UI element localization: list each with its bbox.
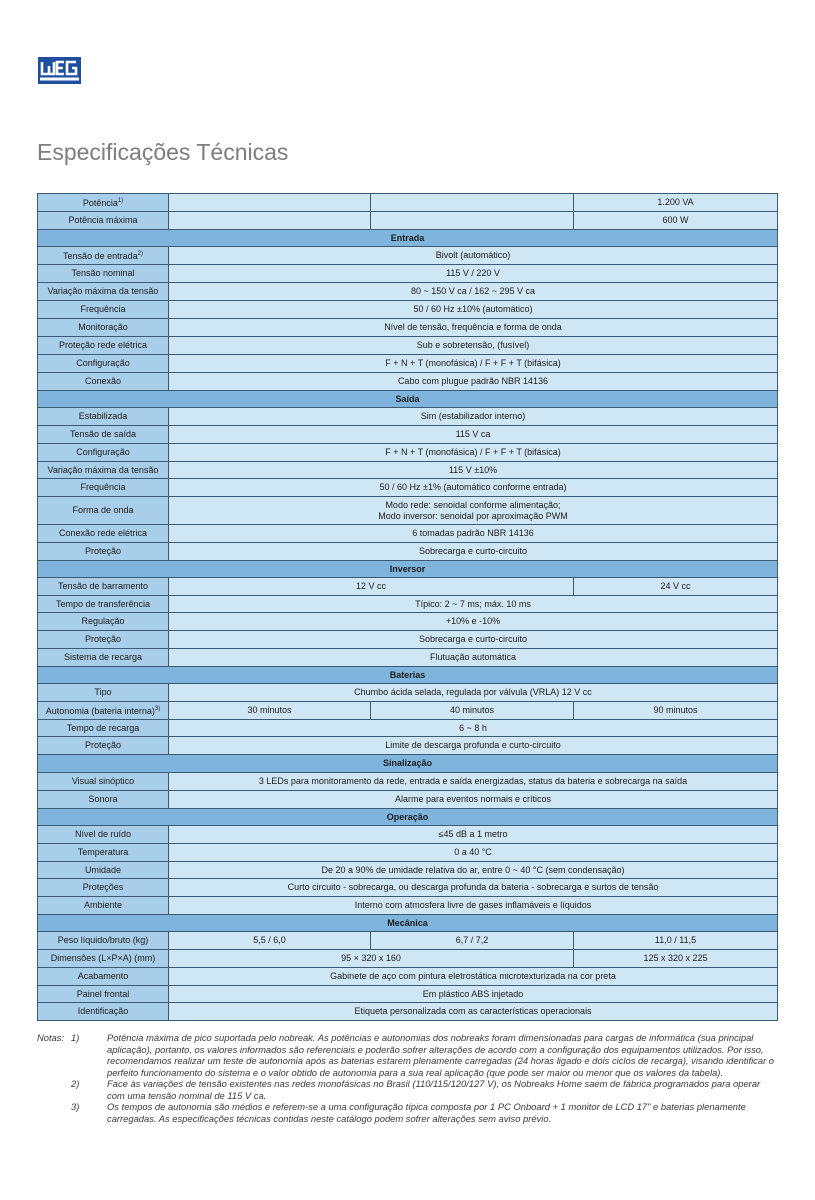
row-value: 50 / 60 Hz ±10% (automático)	[169, 301, 778, 319]
row-value: F + N + T (monofásica) / F + F + T (bifásica)	[169, 444, 778, 462]
row-value: 11,0 / 11,5	[574, 932, 778, 950]
row-label: Potência$^{1)}$	[38, 194, 169, 212]
footnote	[37, 1101, 779, 1124]
row-value: Cabo com plugue padrão NBR 14136	[169, 373, 778, 391]
row-value: 6 ~ 8 h	[169, 720, 778, 737]
footnote-number: 1)	[71, 1032, 80, 1043]
spec-row	[38, 844, 778, 862]
spec-row	[38, 737, 778, 755]
section-header-row	[38, 561, 778, 578]
row-label: Sistema de recarga	[38, 649, 169, 667]
spec-row	[38, 212, 778, 230]
section-header-row	[38, 915, 778, 932]
row-label: Nível de ruído	[38, 826, 169, 844]
row-label: Frequência	[38, 479, 169, 497]
spec-row	[38, 791, 778, 809]
spec-row	[38, 373, 778, 391]
row-label: Autonomia (bateria interna)$^{3)}$	[38, 702, 169, 720]
row-label: Proteção	[38, 543, 169, 561]
spec-row	[38, 631, 778, 649]
spec-row	[38, 497, 778, 525]
row-label: Temperatura	[38, 844, 169, 862]
row-label: Peso líquido/bruto (kg)	[38, 932, 169, 950]
row-value: 600 W	[574, 212, 778, 230]
row-value: Nível de tensão, frequência e forma de onda	[169, 319, 778, 337]
empty-cell	[371, 194, 574, 212]
row-value: Típico: 2 ~ 7 ms; máx. 10 ms	[169, 596, 778, 613]
section-header-row	[38, 667, 778, 684]
row-label: Tensão nominal	[38, 265, 169, 283]
row-label: Painel frontal	[38, 986, 169, 1003]
spec-row	[38, 319, 778, 337]
spec-row	[38, 462, 778, 479]
spec-row	[38, 773, 778, 791]
row-value: 6,7 / 7,2	[371, 932, 574, 950]
spec-row	[38, 578, 778, 596]
row-label: Sonora	[38, 791, 169, 809]
row-label: Dimensões (L×P×A) (mm)	[38, 950, 169, 968]
row-value	[169, 497, 778, 525]
row-value: 115 V ±10%	[169, 462, 778, 479]
row-label: Proteção	[38, 631, 169, 649]
row-value: 115 V / 220 V	[169, 265, 778, 283]
row-value: Etiqueta personalizada com as características operacionais	[169, 1003, 778, 1021]
row-value: 95 × 320 x 160	[169, 950, 574, 968]
row-label: Conexão rede elétrica	[38, 525, 169, 543]
section-header-row	[38, 391, 778, 408]
row-value: 6 tomadas padrão NBR 14136	[169, 525, 778, 543]
spec-row	[38, 265, 778, 283]
row-value: Bivolt (automático)	[169, 247, 778, 265]
value-line: Modo rede: senoidal conforme alimentação;	[385, 499, 561, 510]
section-title: Inversor	[38, 561, 778, 578]
row-label: Proteção rede elétrica	[38, 337, 169, 355]
row-label: Umidade	[38, 862, 169, 879]
row-value: Sim (estabilizador interno)	[169, 408, 778, 426]
row-value: Alarme para eventos normais e críticos	[169, 791, 778, 809]
spec-row	[38, 684, 778, 702]
row-value: 115 V ca	[169, 426, 778, 444]
spec-row	[38, 968, 778, 986]
footnote	[37, 1032, 779, 1078]
spec-row	[38, 355, 778, 373]
row-label: Tensão de saída	[38, 426, 169, 444]
weg-logo	[38, 57, 81, 84]
section-title: Operação	[38, 809, 778, 826]
section-header-row	[38, 230, 778, 247]
row-value: 50 / 60 Hz ±1% (automático conforme entrada)	[169, 479, 778, 497]
spec-row	[38, 879, 778, 897]
row-value: +10% e -10%	[169, 613, 778, 631]
spec-row	[38, 1003, 778, 1021]
row-value: 0 a 40 °C	[169, 844, 778, 862]
section-title: Entrada	[38, 230, 778, 247]
row-value: 3 LEDs para monitoramento da rede, entrada e saída energizadas, status da bateria e sobrecarga na saída	[169, 773, 778, 791]
row-label: Tipo	[38, 684, 169, 702]
row-value: 30 minutos	[169, 702, 371, 720]
spec-row	[38, 720, 778, 737]
row-value: Curto circuito - sobrecarga, ou descarga profunda da bateria - sobrecarga e surtos de tensão	[169, 879, 778, 897]
row-value: 12 V cc	[169, 578, 574, 596]
spec-row	[38, 826, 778, 844]
spec-row	[38, 596, 778, 613]
row-value: 80 ~ 150 V ca / 162 ~ 295 V ca	[169, 283, 778, 301]
footnote	[37, 1078, 779, 1101]
row-value: Sobrecarga e curto-circuito	[169, 543, 778, 561]
row-label: Variação máxima da tensão	[38, 283, 169, 301]
spec-row	[38, 702, 778, 720]
spec-row	[38, 543, 778, 561]
footnote-number: 2)	[71, 1078, 80, 1089]
spec-row	[38, 862, 778, 879]
spec-row	[38, 986, 778, 1003]
spec-row	[38, 613, 778, 631]
row-value: Chumbo ácida selada, regulada por válvula (VRLA) 12 V cc	[169, 684, 778, 702]
section-title: Mecânica	[38, 915, 778, 932]
row-label: Variação máxima da tensão	[38, 462, 169, 479]
row-label: Tensão de barramento	[38, 578, 169, 596]
row-value: 90 minutos	[574, 702, 778, 720]
row-value: Sub e sobretensão, (fusível)	[169, 337, 778, 355]
row-value: Limite de descarga profunda e curto-circuito	[169, 737, 778, 755]
section-title: Sinalização	[38, 755, 778, 773]
row-label: Proteções	[38, 879, 169, 897]
row-label: Ambiente	[38, 897, 169, 915]
row-value: 1.200 VA	[574, 194, 778, 212]
footnote-text: Face às variações de tensão existentes nas redes monofásicas no Brasil (110/115/120/127 V), os Nobreaks Home saem de fábrica programados para operar com uma tensão nominal de 115 V ca.	[107, 1078, 761, 1101]
row-label: Tempo de transferência	[38, 596, 169, 613]
row-label: Potência máxima	[38, 212, 169, 230]
spec-row	[38, 408, 778, 426]
row-label: Acabamento	[38, 968, 169, 986]
row-label: Forma de onda	[38, 497, 169, 525]
spec-row	[38, 950, 778, 968]
row-value: 40 minutos	[371, 702, 574, 720]
section-title: Baterias	[38, 667, 778, 684]
footnote-text: Os tempos de autonomia são médios e referem-se a uma configuração típica composta por 1 PC Onboard + 1 monitor de LCD 17" e baterias plenamente carregadas. As especificações técnicas contidas neste catálogo podem sofrer alterações sem aviso prévio.	[107, 1101, 746, 1124]
empty-cell	[371, 212, 574, 230]
row-label: Monitoração	[38, 319, 169, 337]
row-label: Regulação	[38, 613, 169, 631]
spec-row	[38, 426, 778, 444]
row-label: Configuração	[38, 444, 169, 462]
spec-row	[38, 337, 778, 355]
row-label: Tempo de recarga	[38, 720, 169, 737]
row-label: Proteção	[38, 737, 169, 755]
spec-row	[38, 649, 778, 667]
spec-row	[38, 932, 778, 950]
row-value: ≤45 dB a 1 metro	[169, 826, 778, 844]
section-header-row	[38, 809, 778, 826]
value-line: Modo inversor: senoidal por aproximação PWM	[378, 510, 568, 521]
spec-row	[38, 897, 778, 915]
row-label: Tensão de entrada$^{2)}$	[38, 247, 169, 265]
row-value: F + N + T (monofásica) / F + F + T (bifásica)	[169, 355, 778, 373]
row-value: Flutuação automática	[169, 649, 778, 667]
spec-row	[38, 247, 778, 265]
row-label: Estabilizada	[38, 408, 169, 426]
row-label: Frequência	[38, 301, 169, 319]
spec-row	[38, 194, 778, 212]
footnote-text: Potência máxima de pico suportada pelo nobreak. As potências e autonomias dos nobreaks foram dimensionadas para cargas de informática (sua principal aplicação), portanto, os valores informados são referenciais e poderão sofrer alterações de acordo com a configuração dos equipamentos utilizados. Por isso, recomendamos realizar um teste de autonomia após as baterias estarem plenamente carregadas (24 horas ligado e dois ciclos de recarga), visando identificar o perfeito funcionamento do sistema e o valor obtido de autonomia para a sua real aplicação (que pode ser maior ou menor que os valores da tabela).	[107, 1032, 775, 1078]
spec-row	[38, 479, 778, 497]
footnotes	[37, 1032, 779, 1124]
spec-row	[38, 301, 778, 319]
row-label: Configuração	[38, 355, 169, 373]
row-value: 24 V cc	[574, 578, 778, 596]
row-value: 5,5 / 6,0	[169, 932, 371, 950]
row-label: Identificação	[38, 1003, 169, 1021]
spec-row	[38, 283, 778, 301]
row-value: Gabinete de aço com pintura eletrostática microtexturizada na cor preta	[169, 968, 778, 986]
row-value: 125 x 320 x 225	[574, 950, 778, 968]
page-title: Especificações Técnicas	[37, 139, 289, 165]
row-value: Sobrecarga e curto-circuito	[169, 631, 778, 649]
section-header-row	[38, 755, 778, 773]
notes-lead: Notas:	[37, 1032, 65, 1043]
row-label: Conexão	[38, 373, 169, 391]
section-title: Saída	[38, 391, 778, 408]
row-value: Interno com atmosfera livre de gases inflamáveis e líquidos	[169, 897, 778, 915]
footnote-number: 3)	[71, 1101, 80, 1112]
row-label: Visual sinóptico	[38, 773, 169, 791]
empty-cell	[169, 212, 371, 230]
row-value: Em plástico ABS injetado	[169, 986, 778, 1003]
empty-cell	[169, 194, 371, 212]
spec-row	[38, 444, 778, 462]
spec-table	[37, 193, 778, 1021]
row-value: De 20 a 90% de umidade relativa do ar, entre 0 ~ 40 °C (sem condensação)	[169, 862, 778, 879]
spec-row	[38, 525, 778, 543]
